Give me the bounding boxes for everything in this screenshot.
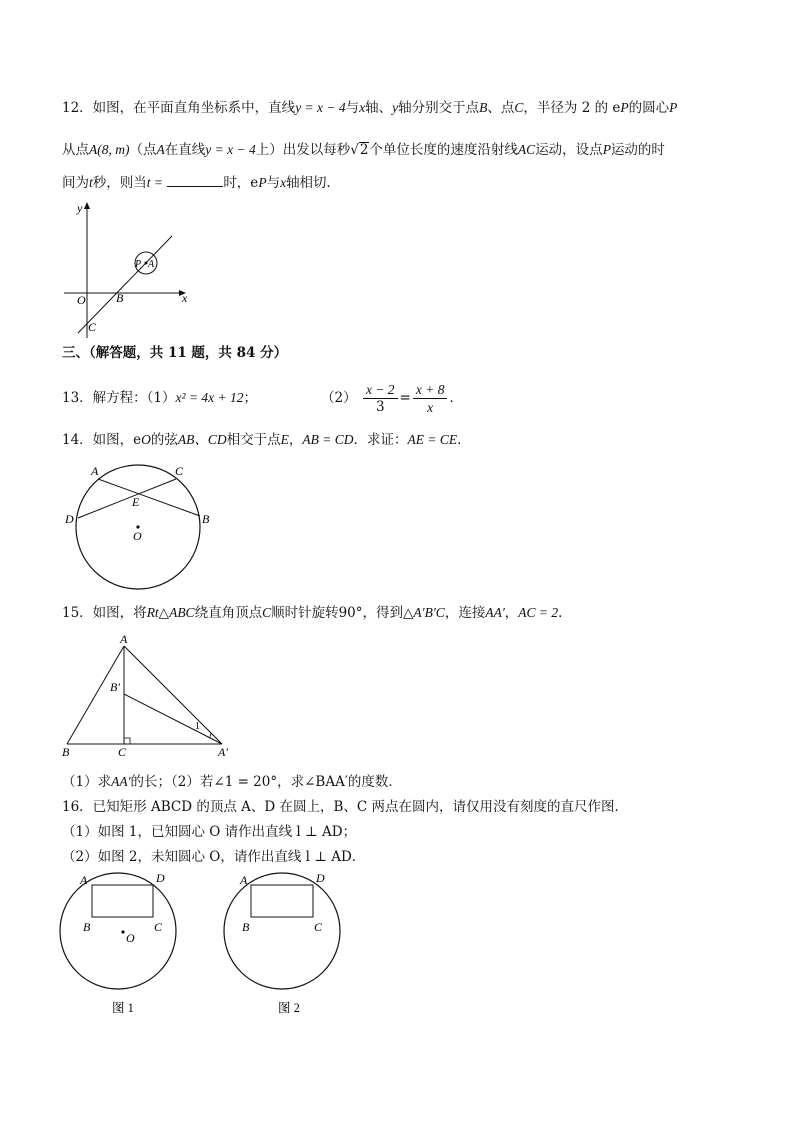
q12-text: 从点 [62,142,89,158]
q12-sqrt: 2 [359,142,369,158]
q15-tri2: △A′B′C [403,605,445,620]
q12-C: C [514,100,524,115]
q15-text: 顺时针旋转 [271,605,339,621]
label-B: B [62,745,70,759]
q14-text: ， [288,432,303,448]
q12-A: A [156,142,165,157]
q15-text: 15．如图，将 [62,605,147,621]
q12-line2: 从点A(8, m)（点A在直线y = x − 4上）出发以每秒√2个单位长度的速度沿射线AC运动，设点P运动的时 [62,142,665,158]
q15-sub-goal: ∠BAA′ [304,774,348,790]
label-A1: A′ [218,745,228,759]
rectangle-ABCD-fig2 [251,885,313,917]
q13-eq1: x² = 4x + 12 [175,390,244,405]
label-E: E [132,495,140,509]
label-A: A [148,259,155,270]
q12-text: 上）出发以每秒 [255,142,351,158]
label-O: O [126,931,135,945]
label-C: C [154,920,163,934]
side-B1A1 [124,694,222,744]
q13-eq: = [399,390,411,406]
q12-text: 运动，设点 [535,142,603,158]
label-D: D [65,512,74,526]
q12-line3 [62,172,340,193]
q12-t: t [89,175,93,190]
q12-text: 间为 [62,175,89,191]
q15-text: 的长；（2）若 [130,774,214,790]
q15-text: （1）求 [62,774,112,790]
side-AA1 [124,646,222,744]
caption-fig1: 图 1 [112,1001,134,1015]
section-heading: 三、（解答题，共 11 题，共 84 分） [62,345,288,361]
right-angle-mark [124,738,130,744]
q12-figure [60,200,200,340]
q15-seg: AA′ [485,605,505,620]
q14-text: ．求证： [353,432,408,448]
q16-figure-1 [62,868,182,1018]
q12-A-coord: A(8, m) [89,142,130,157]
q15-text: ，得到 [362,605,404,621]
q16-line2: （1）如图 1，已知圆心 O 请作出直线 l ⊥ AD； [62,824,357,840]
q13-text: （2） [321,390,357,406]
q13 [62,379,463,419]
q12-text: （点 [129,142,157,158]
q14-E: E [280,432,289,447]
label-A: A [120,632,128,646]
line-y-eq-x-4 [78,236,172,333]
q12-y: y [392,100,399,115]
label-x: x [182,291,188,305]
q12-text: ，半径为 2 的 e [523,100,621,116]
rectangle-ABCD-fig1 [92,885,153,917]
label-B: B [242,920,250,934]
q12-AC: AC [517,142,536,157]
label-O: O [77,293,86,307]
q14-text: 的弦 [150,432,178,448]
label-C: C [88,320,97,334]
q14-text: 14．如图，e [62,432,142,448]
q12-B: B [479,100,488,115]
q15-text: ， [504,605,519,621]
q14-figure [60,458,220,593]
q13-num-right: x + 8 [413,381,448,399]
q15-angle: 90° [338,605,363,621]
q13-text: ； [243,390,258,406]
q14 [62,430,471,450]
q12-text: 时，e [223,175,259,191]
q12-x: x [280,175,287,190]
label-P: P [135,259,142,270]
q15 [62,603,572,623]
q16-line3: （2）如图 2，未知圆心 O，请作出直线 l ⊥ AD． [62,849,366,865]
q12-text: 的圆心 [628,100,670,116]
label-B: B [202,512,210,526]
q15-cond: AC = 2 [518,605,559,620]
q14-text: ． [457,432,471,448]
q15-text: 绕直角顶点 [194,605,263,621]
q12-P: P [258,175,267,190]
q14-O: O [141,432,151,447]
label-B1: B′ [110,680,120,694]
q13-frac-right [413,381,448,416]
q12-text: 在直线 [164,142,206,158]
q16-figure-2 [222,868,342,1018]
q14-goal: AE = CE [407,432,458,447]
q12-text: 与 [266,175,281,191]
label-B: B [83,920,91,934]
q14-cond: AB = CD [302,432,354,447]
q12-text: 轴、 [365,100,393,116]
q12-line1 [62,98,677,118]
answer-blank[interactable] [167,172,223,187]
center-O-fig1 [121,930,124,933]
q12-eq-line: y = x − 4 [205,142,256,157]
q12-text: 轴相切． [286,175,341,191]
label-A: A [91,464,99,478]
q15-C: C [262,605,272,620]
y-arrow [84,202,90,209]
label-A: A [240,873,248,887]
q12-x: x [359,100,366,115]
q13-num-left: x − 2 [363,381,398,399]
side-BA [67,646,124,744]
q15-subquestions [62,772,402,792]
q15-text: ，求 [277,774,305,790]
q15-text: ，连接 [444,605,486,621]
q12-P: P [620,100,629,115]
label-A: A [80,873,88,887]
q12-text: 与 [345,100,360,116]
q13-text: 13．解方程：（1） [62,390,176,406]
caption-fig2: 图 2 [278,1001,300,1015]
q12-eq-line: y = x − 4 [295,100,346,115]
q12-text: 秒，则当 [92,175,147,191]
chord-AB [98,479,200,516]
q15-sub-cond: ∠1 = 20° [213,774,278,790]
q15-figure [60,632,240,762]
label-D: D [156,871,165,885]
q13-den-right: x [427,400,434,415]
label-y: y [77,201,83,215]
q12-text: 个单位长度的速度沿射线 [369,142,518,158]
label-angle-1: 1 [195,721,200,732]
label-C: C [314,920,323,934]
q12-t-eq: t = [146,175,164,190]
label-D: D [316,871,325,885]
label-B: B [116,291,124,305]
q13-text: ． [449,390,463,406]
q12-text: 、点 [487,100,515,116]
q13-frac-left [363,381,398,416]
q15-sub-seg: AA′ [111,774,131,789]
q12-P: P [669,100,678,115]
q15-text: 的度数． [347,774,402,790]
q12-text: 轴分别交于点 [398,100,480,116]
q14-chords: AB、CD [177,432,227,447]
label-C: C [118,745,127,759]
q15-text: ． [558,605,572,621]
q14-text: 相交于点 [226,432,281,448]
label-C: C [175,464,184,478]
q13-den-left: 3 [375,399,385,415]
label-O: O [133,529,142,543]
q15-tri: Rt△ABC [146,605,195,620]
q12-P: P [602,142,611,157]
q12-text: 运动的时 [610,142,665,158]
q12-text: 12．如图，在平面直角坐标系中，直线 [62,100,296,116]
q16-line1: 16．已知矩形 ABCD 的顶点 A、D 在圆上，B、C 两点在圆内，请仅用没有刻度的直尺作图． [62,799,629,815]
